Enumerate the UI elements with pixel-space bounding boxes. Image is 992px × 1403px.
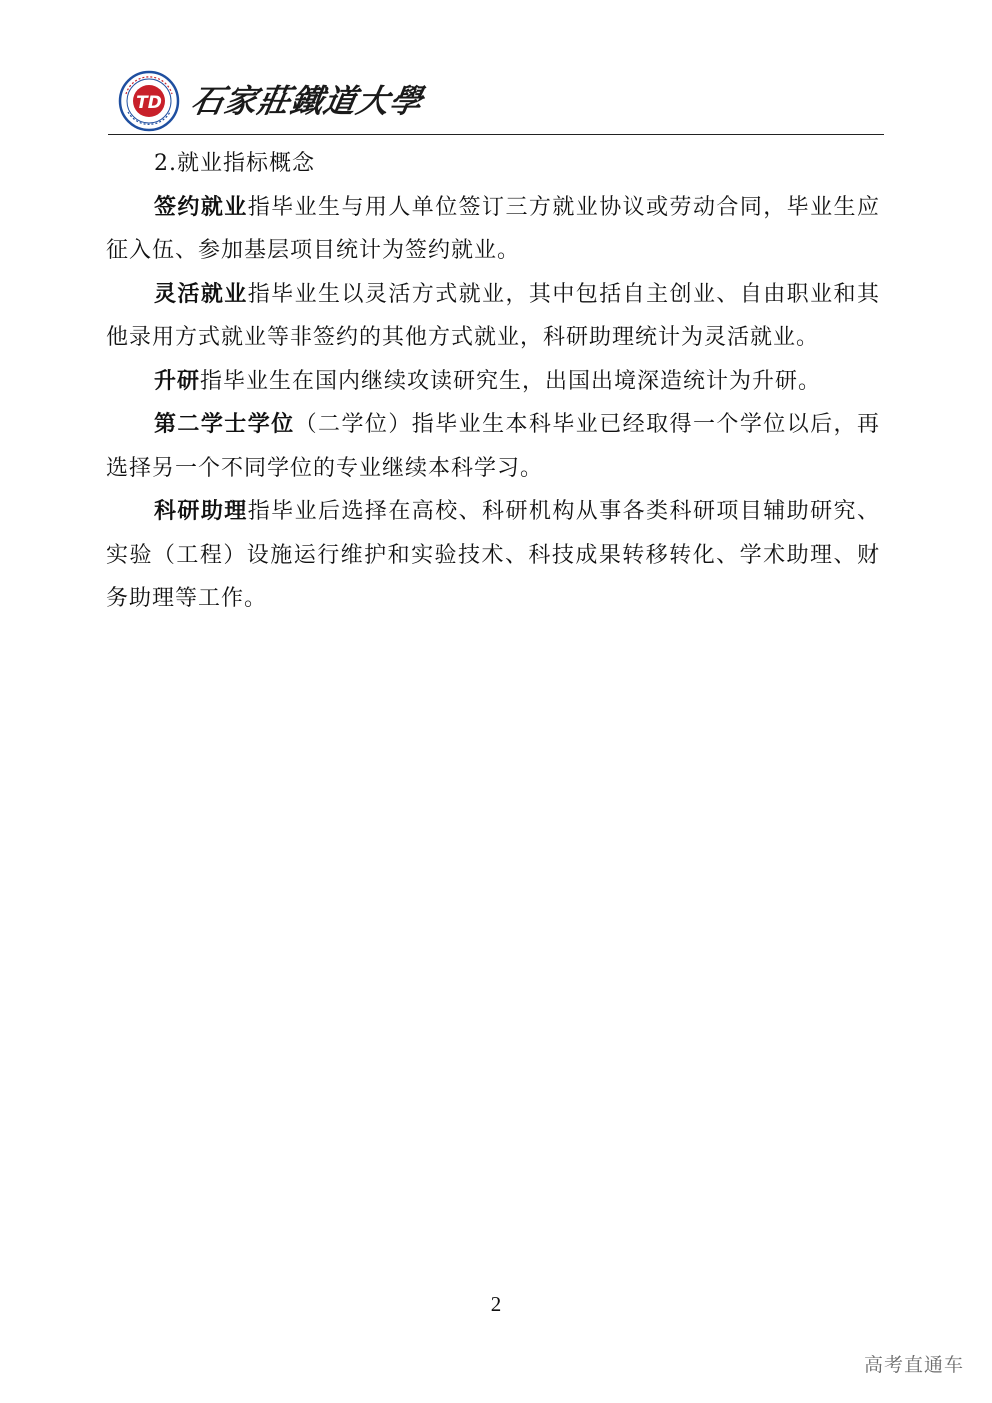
section-title: 2.就业指标概念	[154, 151, 315, 176]
definition-paragraph	[106, 273, 880, 360]
definition-text: 指毕业生以灵活方式就业，其中包括自主创业、自由职业和其他录用方式就业等非签约的其他方式就业，科研助理统计为灵活就业。	[106, 281, 880, 350]
definition-paragraph	[106, 360, 880, 404]
page-number: 2	[490, 1292, 502, 1316]
definition-term: 第二学士学位	[154, 412, 295, 437]
definition-paragraph	[106, 403, 880, 490]
definition-text: 指毕业生与用人单位签订三方就业协议或劳动合同，毕业生应征入伍、参加基层项目统计为签约就业。	[106, 194, 880, 263]
definition-term: 升研	[154, 368, 201, 394]
definition-term: 灵活就业	[154, 281, 248, 307]
definition-text: （二学位）指毕业生本科毕业已经取得一个学位以后，再选择另一个不同学位的专业继续本科学习。	[106, 412, 880, 481]
university-name: 石家莊鐵道大學	[188, 82, 427, 120]
svg-text:TD: TD	[136, 93, 162, 113]
definition-term: 科研助理	[154, 499, 248, 524]
definition-text: 指毕业生在国内继续攻读研究生，出国出境深造统计为升研。	[200, 368, 822, 394]
university-seal-logo	[118, 70, 180, 132]
document-body	[106, 142, 880, 621]
definition-text: 指毕业后选择在高校、科研机构从事各类科研项目辅助研究、实验（工程）设施运行维护和实验技术、科技成果转移转化、学术助理、财务助理等工作。	[106, 499, 880, 611]
watermark: 高考直通车	[863, 1354, 964, 1376]
definition-paragraph	[106, 186, 880, 273]
definition-term: 签约就业	[154, 194, 248, 220]
definition-paragraph	[106, 490, 880, 621]
page-header	[108, 66, 884, 135]
